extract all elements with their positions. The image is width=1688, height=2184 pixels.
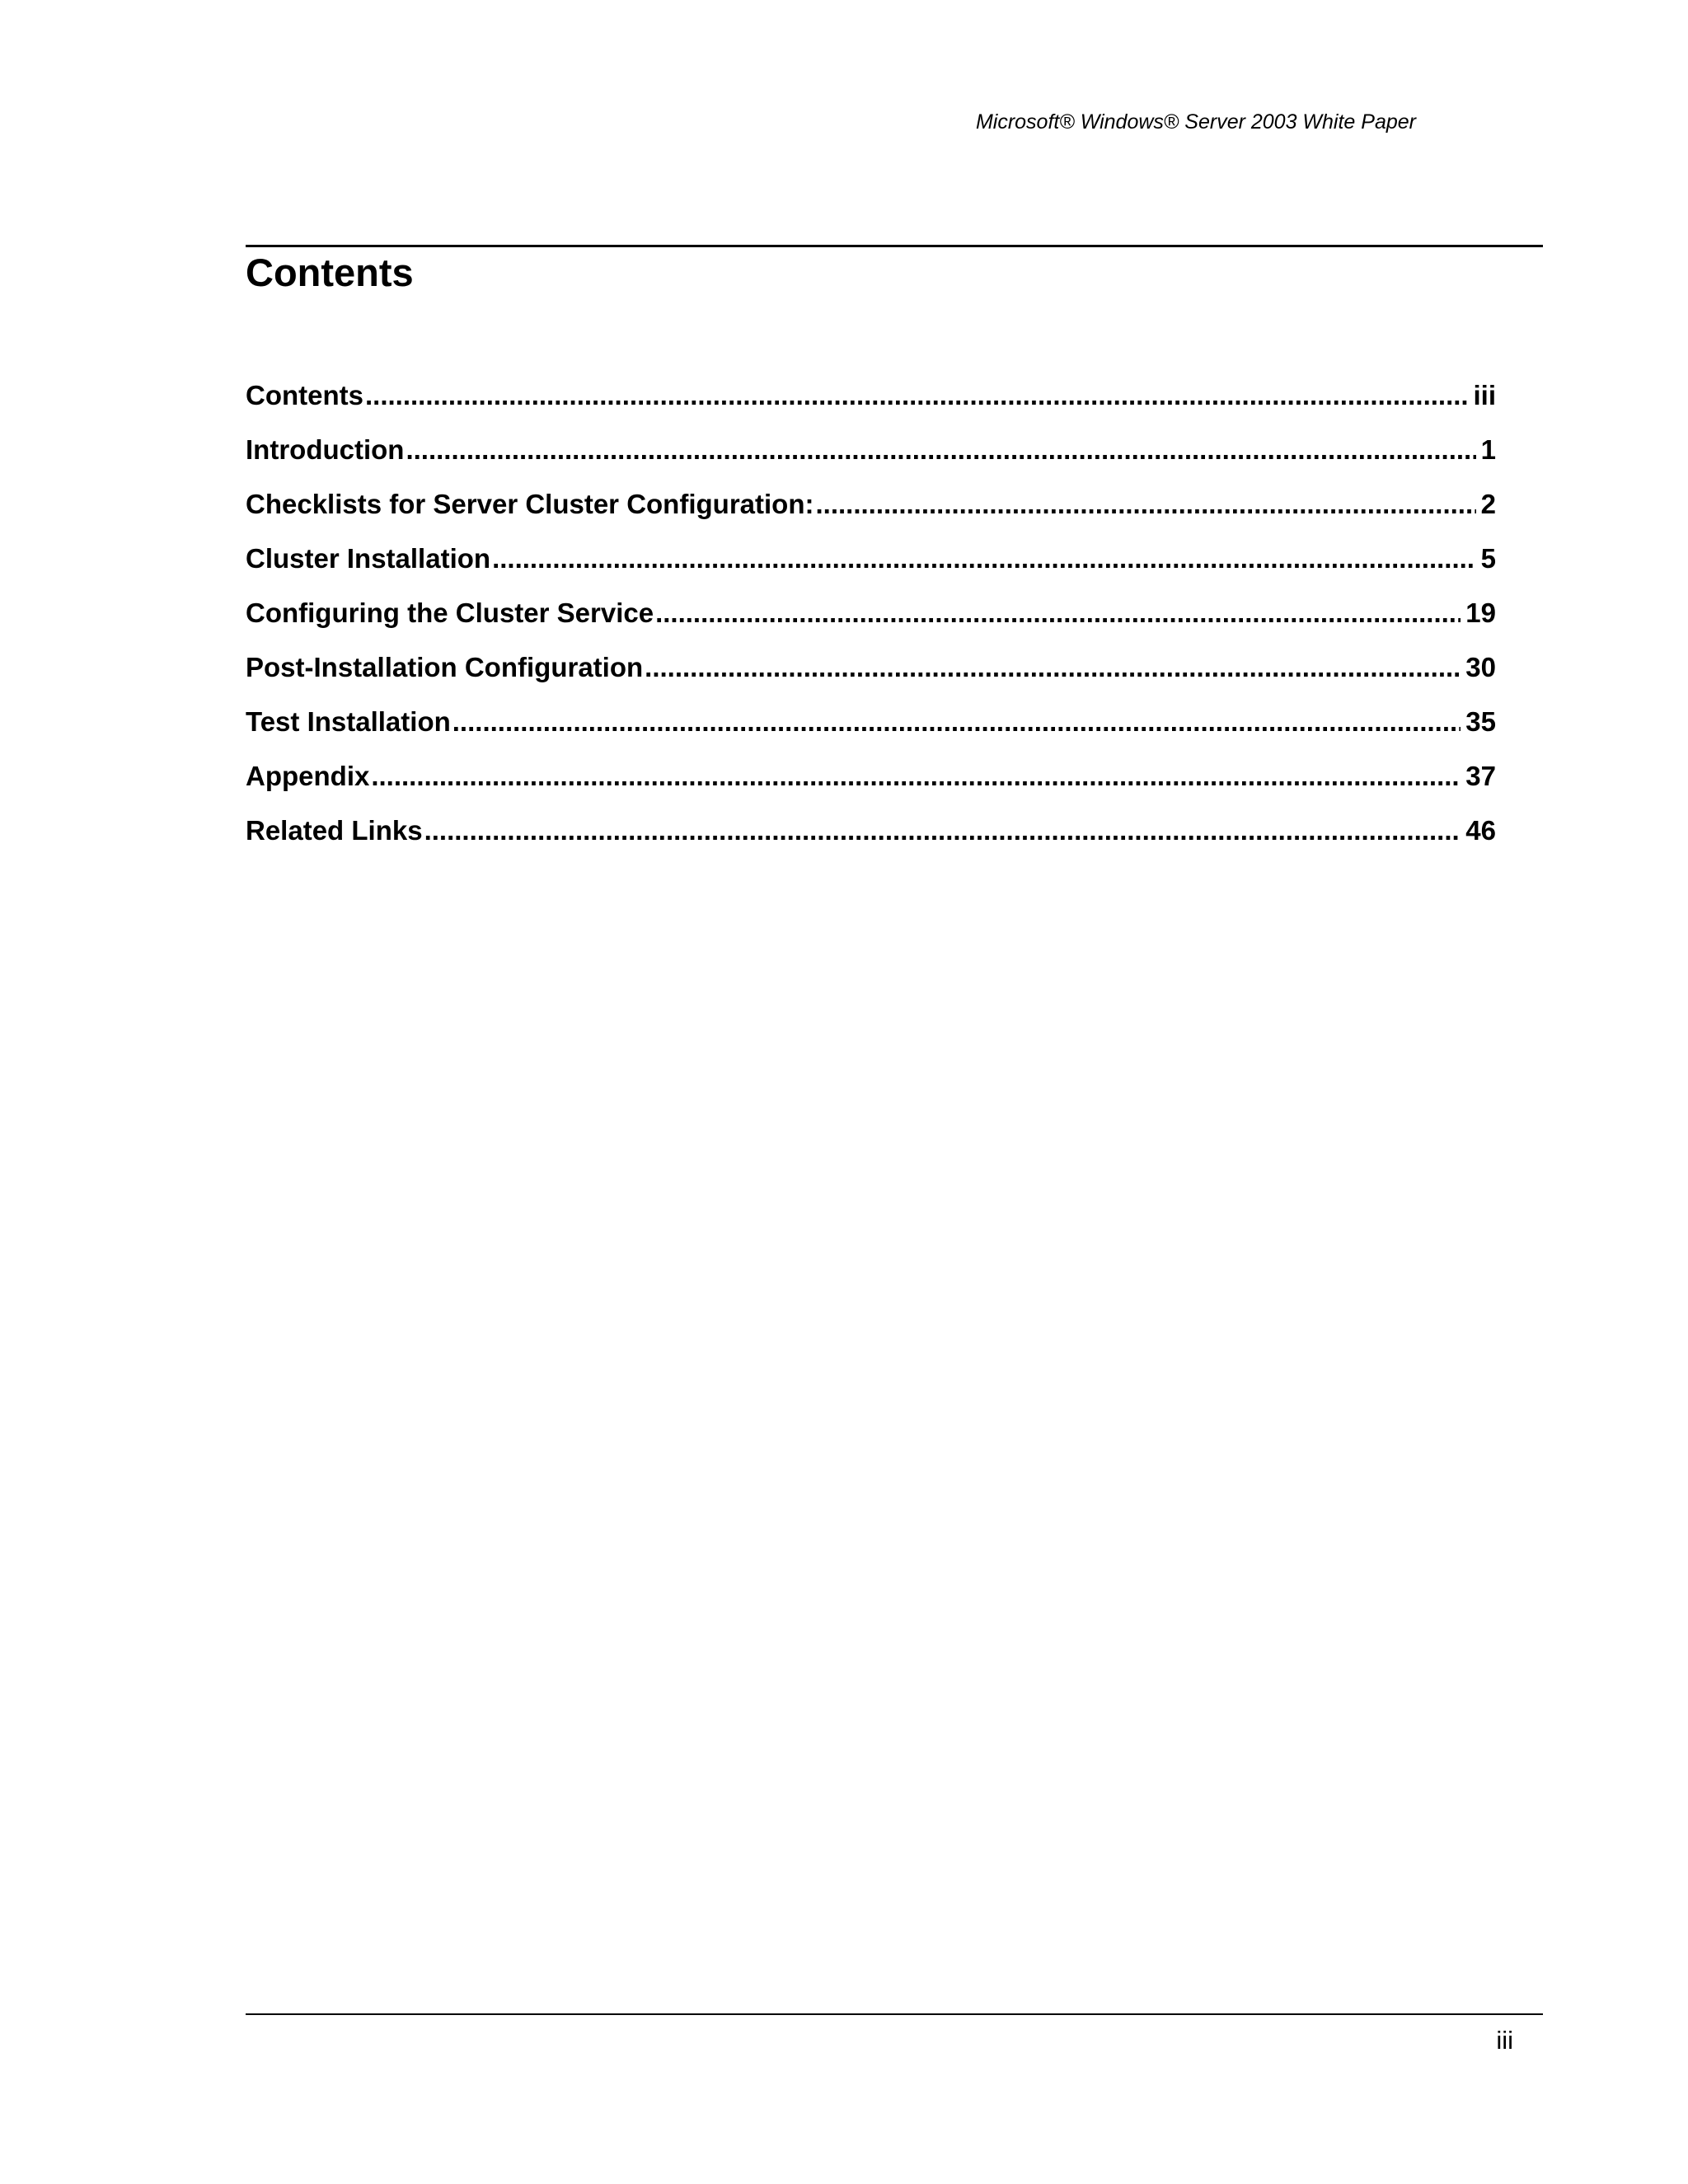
toc-entry-page: 46 [1465, 815, 1496, 846]
footer-rule [246, 2013, 1543, 2015]
toc-dot-leader [424, 813, 1461, 849]
toc-entry-title: Contents [246, 380, 363, 410]
toc-entry-page: 1 [1480, 434, 1496, 465]
toc-entry-title: Related Links [246, 815, 423, 846]
toc-entry-title: Checklists for Server Cluster Configuration: [246, 489, 814, 519]
toc-entry-contents[interactable] [246, 377, 1496, 432]
page-title: Contents [246, 251, 414, 294]
toc-entry-title: Cluster Installation [246, 543, 491, 574]
toc-entry-page: 30 [1465, 652, 1496, 682]
toc-entry-checklists[interactable] [246, 486, 1496, 541]
toc-dot-leader [406, 432, 1475, 468]
toc-entry-configuring-cluster-service[interactable] [246, 595, 1496, 649]
toc-dot-leader [492, 541, 1476, 577]
toc-entry-related-links[interactable] [246, 813, 1496, 867]
toc-entry-page: 37 [1465, 761, 1496, 791]
toc-dot-leader [655, 595, 1461, 631]
toc-entry-title: Test Installation [246, 706, 451, 737]
running-header: Microsoft® Windows® Server 2003 White Paper [975, 110, 1416, 134]
toc-entry-title: Configuring the Cluster Service [246, 598, 654, 628]
toc-entry-cluster-installation[interactable] [246, 541, 1496, 595]
page-number: iii [1496, 2026, 1513, 2055]
table-of-contents [246, 377, 1496, 867]
toc-entry-page: 2 [1480, 489, 1496, 519]
toc-entry-appendix[interactable] [246, 758, 1496, 813]
toc-entry-page: iii [1473, 380, 1496, 410]
title-rule [246, 245, 1543, 247]
toc-dot-leader [371, 758, 1461, 794]
toc-entry-post-installation[interactable] [246, 649, 1496, 704]
toc-entry-title: Introduction [246, 434, 405, 465]
toc-entry-page: 19 [1465, 598, 1496, 628]
toc-dot-leader [645, 649, 1461, 686]
toc-entry-test-installation[interactable] [246, 704, 1496, 758]
toc-dot-leader [452, 704, 1461, 740]
toc-entry-page: 35 [1465, 706, 1496, 737]
toc-entry-title: Post-Installation Configuration [246, 652, 644, 682]
toc-entry-introduction[interactable] [246, 432, 1496, 486]
toc-entry-page: 5 [1480, 543, 1496, 574]
toc-dot-leader [365, 377, 1468, 414]
toc-entry-title: Appendix [246, 761, 370, 791]
toc-dot-leader [815, 486, 1475, 523]
